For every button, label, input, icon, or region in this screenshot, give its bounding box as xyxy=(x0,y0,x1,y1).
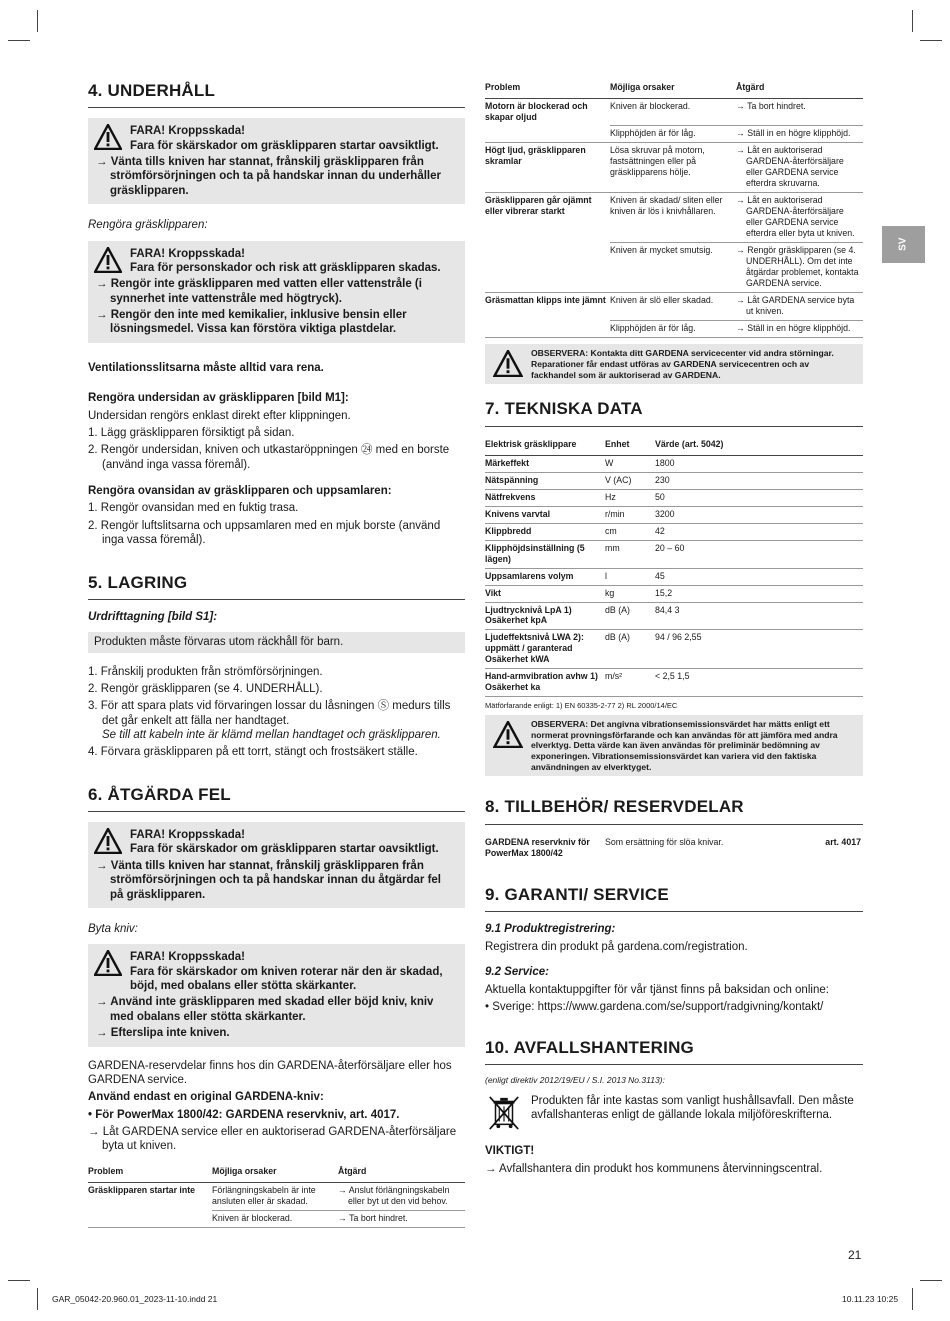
table-header xyxy=(88,1164,465,1182)
table-row xyxy=(485,540,863,568)
paragraph-heading: Rengöra ovansidan av gräsklipparen och uppsamlaren: xyxy=(88,485,392,497)
table-row xyxy=(485,193,863,243)
danger-instruction: → Använd inte gräsklipparen med skadad eller böjd kniv, kniv med obalans eller stötta skärkanter. xyxy=(96,996,434,1023)
table-cell: 45 xyxy=(655,568,863,585)
danger-instruction: → Vänta tills kniven har stannat, frånskilj gräsklipparen från strömförsörjningen och ta på handskar innan du åtgärdar fel på gräsklipparen. xyxy=(96,859,441,901)
table-cell: W xyxy=(605,455,655,472)
measurement-method: Mätförfarande enligt: 1) EN 60335-2-77 2) RL 2000/14/EC xyxy=(485,701,678,711)
table-cell: dB (A) xyxy=(605,602,655,630)
table-cell: Som ersättning för slöa knivar. xyxy=(605,836,724,847)
danger-title: FARA! Kroppsskada! xyxy=(130,247,246,260)
danger-instruction: → Rengör inte gräsklipparen med vatten eller vattenstråle (i synnerhet inte vattenstråle med högtryck). xyxy=(96,278,422,305)
paragraph: Ventilationsslitsarna måste alltid vara rena. xyxy=(88,361,324,374)
danger-box xyxy=(88,118,465,204)
crop-mark xyxy=(920,40,942,41)
table-row xyxy=(485,98,863,125)
crop-mark xyxy=(912,1288,913,1310)
table-cell: Lösa skruvar på motorn, fastsättningen eller på gräsklipparens hölje. xyxy=(610,143,736,193)
section-title-disposal: 10. AVFALLSHANTERING xyxy=(485,1037,863,1065)
table-cell: Uppsamlarens volym xyxy=(485,568,605,585)
table-row xyxy=(485,455,863,472)
table-row xyxy=(88,1210,465,1227)
danger-text: Fara för skärskador om kniven roterar när den är skadad, böjd, med obalans eller stötta skärkanter. xyxy=(130,965,443,992)
table-cell: Klipphöjden är för låg. xyxy=(610,126,736,143)
paragraph: Använd endast en original GARDENA-kniv: xyxy=(88,1091,324,1104)
table-cell: 94 / 96 2,55 xyxy=(655,630,863,669)
section-title-warranty: 9. GARANTI/ SERVICE xyxy=(485,884,863,912)
table-cell: Gräsklipparen startar inte xyxy=(88,1184,196,1195)
crossed-bin-icon xyxy=(487,1094,521,1132)
warning-icon xyxy=(94,950,122,976)
table-cell: Ljudtrycknivå LpA 1) Osäkerhet kpA xyxy=(485,602,605,630)
table-cell: Nätfrekvens xyxy=(485,489,605,506)
danger-text: Fara för skärskador om gräsklipparen startar oavsiktligt. xyxy=(130,139,439,152)
table-cell: < 2,5 1,5 xyxy=(655,669,863,697)
table-row xyxy=(485,489,863,506)
section-title-maintenance: 4. UNDERHÅLL xyxy=(88,80,465,108)
crop-mark xyxy=(8,40,30,41)
warning-icon xyxy=(493,721,523,748)
table-cell: Ljudeffektsnivå LWA 2): uppmätt / garanterad Osäkerhet kWA xyxy=(485,630,605,669)
table-cell: Klipphöjdsinställning (5 lägen) xyxy=(485,540,605,568)
table-cell: 230 xyxy=(655,472,863,489)
table-cell: Kniven är skadad/ sliten eller kniven är lös i knivhållaren. xyxy=(610,193,736,243)
table-cell: Knivens varvtal xyxy=(485,506,605,523)
table-row xyxy=(485,506,863,523)
footer-left: GAR_05042-20.960.01_2023-11-10.indd 21 xyxy=(52,1294,218,1304)
table-cell: dB (A) xyxy=(605,630,655,669)
warning-icon xyxy=(94,124,122,150)
notice-text: OBSERVERA: Kontakta ditt GARDENA servicecenter vid andra störningar. Reparationer får endast utföras av GARDENA servicecentren och av fackhandel som är auktoriserad av GARDENA. xyxy=(531,348,834,380)
paragraph: Aktuella kontaktuppgifter för vår tjänst finns på baksidan och online: xyxy=(485,984,829,997)
table-row xyxy=(485,630,863,669)
table-cell: 1800 xyxy=(655,455,863,472)
table-header xyxy=(485,80,863,98)
note-box: Produkten måste förvaras utom räckhåll för barn. xyxy=(88,632,465,652)
table-cell: mm xyxy=(605,540,655,568)
table-cell: → Ställ in en högre klipphöjd. xyxy=(736,321,863,338)
danger-title: FARA! Kroppsskada! xyxy=(130,829,246,841)
list-text: 3. För att spara plats vid förvaringen lossar du låsningen Ⓢ medurs tills det går enkelt att fälla ner handtaget. xyxy=(88,700,451,727)
list-item: 1. Rengör ovansidan med en fuktig trasa. xyxy=(88,502,299,515)
crop-mark xyxy=(912,10,913,32)
list-item: 1. Frånskilj produkten från strömförsörjningen. xyxy=(88,665,323,678)
paragraph-heading: Rengöra undersidan av gräsklipparen [bild M1]: xyxy=(88,392,349,405)
crop-mark xyxy=(37,1288,38,1310)
technical-data-table xyxy=(485,437,863,698)
table-cell: → Rengör gräsklipparen (se 4. UNDERHÅLL). Om det inte åtgärdar problemet, kontakta GARDENA service. xyxy=(736,243,863,293)
table-cell: Märkeffekt xyxy=(485,455,605,472)
paragraph: Registrera din produkt på gardena.com/registration. xyxy=(485,941,748,954)
table-cell: Vikt xyxy=(485,585,605,602)
table-cell: 20 – 60 xyxy=(655,540,863,568)
list-item: 1. Lägg gräsklipparen försiktigt på sidan. xyxy=(88,426,295,439)
warning-icon xyxy=(94,828,122,854)
header-cell: Problem xyxy=(485,80,610,98)
table-cell: Klippbredd xyxy=(485,523,605,540)
header-cell: Möjliga orsaker xyxy=(212,1164,338,1182)
language-tab: SV xyxy=(882,226,925,263)
list-item: 2. Rengör luftslitsarna och uppsamlaren med en mjuk borste (använd inga vassa föremål). xyxy=(88,519,441,547)
table-cell: 42 xyxy=(655,523,863,540)
header-cell: Värde (art. 5042) xyxy=(655,437,863,455)
table-cell: r/min xyxy=(605,506,655,523)
notice-text: OBSERVERA: Det angivna vibrationsemissionsvärdet har mätts enligt ett normerat provningsförfarande och kan användas för att jämföra med andra elverktyg. Detta värde kan även användas för preliminär bedömning av exponeringen. Vibrationsemissionsvärdet kan variera vid den faktiska användningen av elverktyget. xyxy=(531,718,838,772)
section-title-storage: 5. LAGRING xyxy=(88,572,465,600)
table-cell: Nätspänning xyxy=(485,472,605,489)
list-item: • För PowerMax 1800/42: GARDENA reservkniv, art. 4017. xyxy=(88,1108,400,1121)
table-cell: cm xyxy=(605,523,655,540)
table-row xyxy=(485,602,863,630)
troubleshooting-table xyxy=(88,1164,465,1228)
table-cell: → Ställ in en högre klipphöjd. xyxy=(736,126,863,143)
subheading: 9.2 Service: xyxy=(485,965,549,978)
table-row xyxy=(485,669,863,697)
notice-box xyxy=(485,715,863,777)
header-cell: Elektrisk gräsklippare xyxy=(485,437,605,455)
table-cell: → Låt GARDENA service byta ut kniven. xyxy=(736,293,863,321)
table-cell xyxy=(88,1210,212,1227)
table-cell: Hz xyxy=(605,489,655,506)
subheading: Byta kniv: xyxy=(88,922,138,935)
section-title-technical-data: 7. TEKNISKA DATA xyxy=(485,398,863,426)
header-cell: Problem xyxy=(88,1164,212,1182)
page-number: 21 xyxy=(848,1248,862,1262)
danger-title: FARA! Kroppsskada! xyxy=(130,951,246,964)
table-cell: Förlängningskabeln är inte ansluten eller är skadad. xyxy=(212,1182,338,1210)
table-cell: Högt ljud, gräsklipparen skramlar xyxy=(485,143,610,193)
list-item: 4. Förvara gräsklipparen på ett torrt, stängt och frostsäkert ställe. xyxy=(88,746,418,759)
header-cell: Åtgärd xyxy=(338,1164,465,1182)
table-cell: Motorn är blockerad och skapar oljud xyxy=(485,100,588,122)
danger-title: FARA! Kroppsskada! xyxy=(130,125,246,138)
directive-note: (enligt direktiv 2012/19/EU / S.I. 2013 No.3113): xyxy=(485,1075,665,1086)
table-cell: kg xyxy=(605,585,655,602)
crop-mark xyxy=(8,1280,30,1281)
table-cell: m/s² xyxy=(605,669,655,697)
header-cell: Åtgärd xyxy=(736,80,863,98)
table-cell: Kniven är blockerad. xyxy=(212,1210,338,1227)
table-cell: Gräsmattan klipps inte jämnt xyxy=(485,295,606,306)
table-cell xyxy=(485,126,610,143)
table-row xyxy=(485,835,863,862)
list-item: 2. Rengör undersidan, kniven och utkastaröppningen ㉔ med en borste (använd inga vassa föremål). xyxy=(88,444,450,471)
paragraph: Undersidan rengörs enklast direkt efter klippningen. xyxy=(88,409,351,422)
table-row xyxy=(485,585,863,602)
table-cell: 84,4 3 xyxy=(655,602,863,630)
danger-instruction: → Efterslipa inte kniven. xyxy=(96,1027,230,1040)
header-cell: Möjliga orsaker xyxy=(610,80,736,98)
troubleshooting-table xyxy=(485,80,863,338)
table-cell: 3200 xyxy=(655,506,863,523)
table-cell: Kniven är mycket smutsig. xyxy=(610,243,736,293)
table-cell: → Ta bort hindret. xyxy=(736,98,863,125)
header-cell: Enhet xyxy=(605,437,655,455)
table-row xyxy=(485,243,863,293)
table-row xyxy=(485,143,863,193)
table-row xyxy=(485,472,863,489)
table-cell xyxy=(485,321,610,338)
notice-box xyxy=(485,344,863,384)
subheading: 9.1 Produktregistrering: xyxy=(485,922,616,935)
table-header xyxy=(485,437,863,455)
accessories-table xyxy=(485,835,863,862)
table-row xyxy=(485,568,863,585)
list-item: → Låt GARDENA service eller en auktoriserad GARDENA-återförsäljare byta ut kniven. xyxy=(88,1126,457,1153)
table-cell: l xyxy=(605,568,655,585)
table-row xyxy=(485,321,863,338)
disposal-block xyxy=(485,1094,863,1134)
table-cell: → Låt en auktoriserad GARDENA-återförsäljare eller GARDENA service efterdra eller byta ut kniven. xyxy=(736,193,863,243)
table-cell: Kniven är blockerad. xyxy=(610,98,736,125)
table-cell: → Låt en auktoriserad GARDENA-återförsäljare eller GARDENA service efterdra skruvarna. xyxy=(736,143,863,193)
list-item: 2. Rengör gräsklipparen (se 4. UNDERHÅLL). xyxy=(88,682,323,695)
table-row xyxy=(485,126,863,143)
subheading: Urdrifttagning [bild S1]: xyxy=(88,610,218,623)
warning-icon xyxy=(94,247,122,273)
table-cell xyxy=(485,243,610,293)
list-item: • Sverige: https://www.gardena.com/se/support/radgivning/kontakt/ xyxy=(485,1001,824,1014)
table-row xyxy=(485,293,863,321)
paragraph: GARDENA-reservdelar finns hos din GARDENA-återförsäljare eller hos GARDENA service. xyxy=(88,1059,452,1086)
table-cell: 15,2 xyxy=(655,585,863,602)
left-column xyxy=(88,70,465,1228)
table-cell: 50 xyxy=(655,489,863,506)
danger-box xyxy=(88,944,465,1046)
table-cell: → Ta bort hindret. xyxy=(338,1210,465,1227)
danger-instruction: → Vänta tills kniven har stannat, frånskilj gräsklipparen från strömförsörjningen och ta på handskar innan du underhåller gräsklipparen. xyxy=(96,156,441,197)
crop-mark xyxy=(920,1280,942,1281)
section-title-troubleshooting: 6. ÅTGÄRDA FEL xyxy=(88,784,465,812)
danger-text: Fara för personskador och risk att gräsklipparen skadas. xyxy=(130,261,441,274)
subheading: Rengöra gräsklipparen: xyxy=(88,219,208,232)
table-cell: Gräsklipparen går ojämnt eller vibrerar starkt xyxy=(485,195,592,217)
table-cell: Kniven är slö eller skadad. xyxy=(610,293,736,321)
danger-instruction: → Rengör den inte med kemikalier, inklusive bensin eller lösningsmedel. Vissa kan förstöra viktiga plastdelar. xyxy=(96,309,407,336)
table-cell: GARDENA reservkniv för PowerMax 1800/42 xyxy=(485,836,590,858)
list-note: Se till att kabeln inte är klämd mellan handtaget och gräsklipparen. xyxy=(102,729,441,741)
table-cell: V (AC) xyxy=(605,472,655,489)
right-column xyxy=(485,80,863,1179)
warning-icon xyxy=(493,350,523,377)
list-item xyxy=(88,699,465,742)
danger-text: Fara för skärskador om gräsklipparen startar oavsiktligt. xyxy=(130,843,439,856)
danger-box xyxy=(88,822,465,908)
footer-right: 10.11.23 10:25 xyxy=(842,1294,899,1304)
danger-box xyxy=(88,241,465,343)
section-title-accessories: 8. TILLBEHÖR/ RESERVDELAR xyxy=(485,796,863,824)
table-cell: Klipphöjden är för låg. xyxy=(610,321,736,338)
paragraph: Produkten får inte kastas som vanligt hushållsavfall. Den måste avfallshanteras enligt de gällande lokala miljöföreskrifterna. xyxy=(531,1094,854,1122)
table-row xyxy=(485,523,863,540)
important-label: VIKTIGT! xyxy=(485,1144,535,1157)
table-cell: → Anslut förlängningskabeln eller byt ut den vid behov. xyxy=(338,1182,465,1210)
table-row xyxy=(88,1182,465,1210)
table-cell: Hand-armvibration avhw 1) Osäkerhet ka xyxy=(485,669,605,697)
table-cell: art. 4017 xyxy=(825,836,861,847)
list-item: → Avfallshantera din produkt hos kommunens återvinningscentral. xyxy=(485,1163,823,1176)
crop-mark xyxy=(37,10,38,32)
